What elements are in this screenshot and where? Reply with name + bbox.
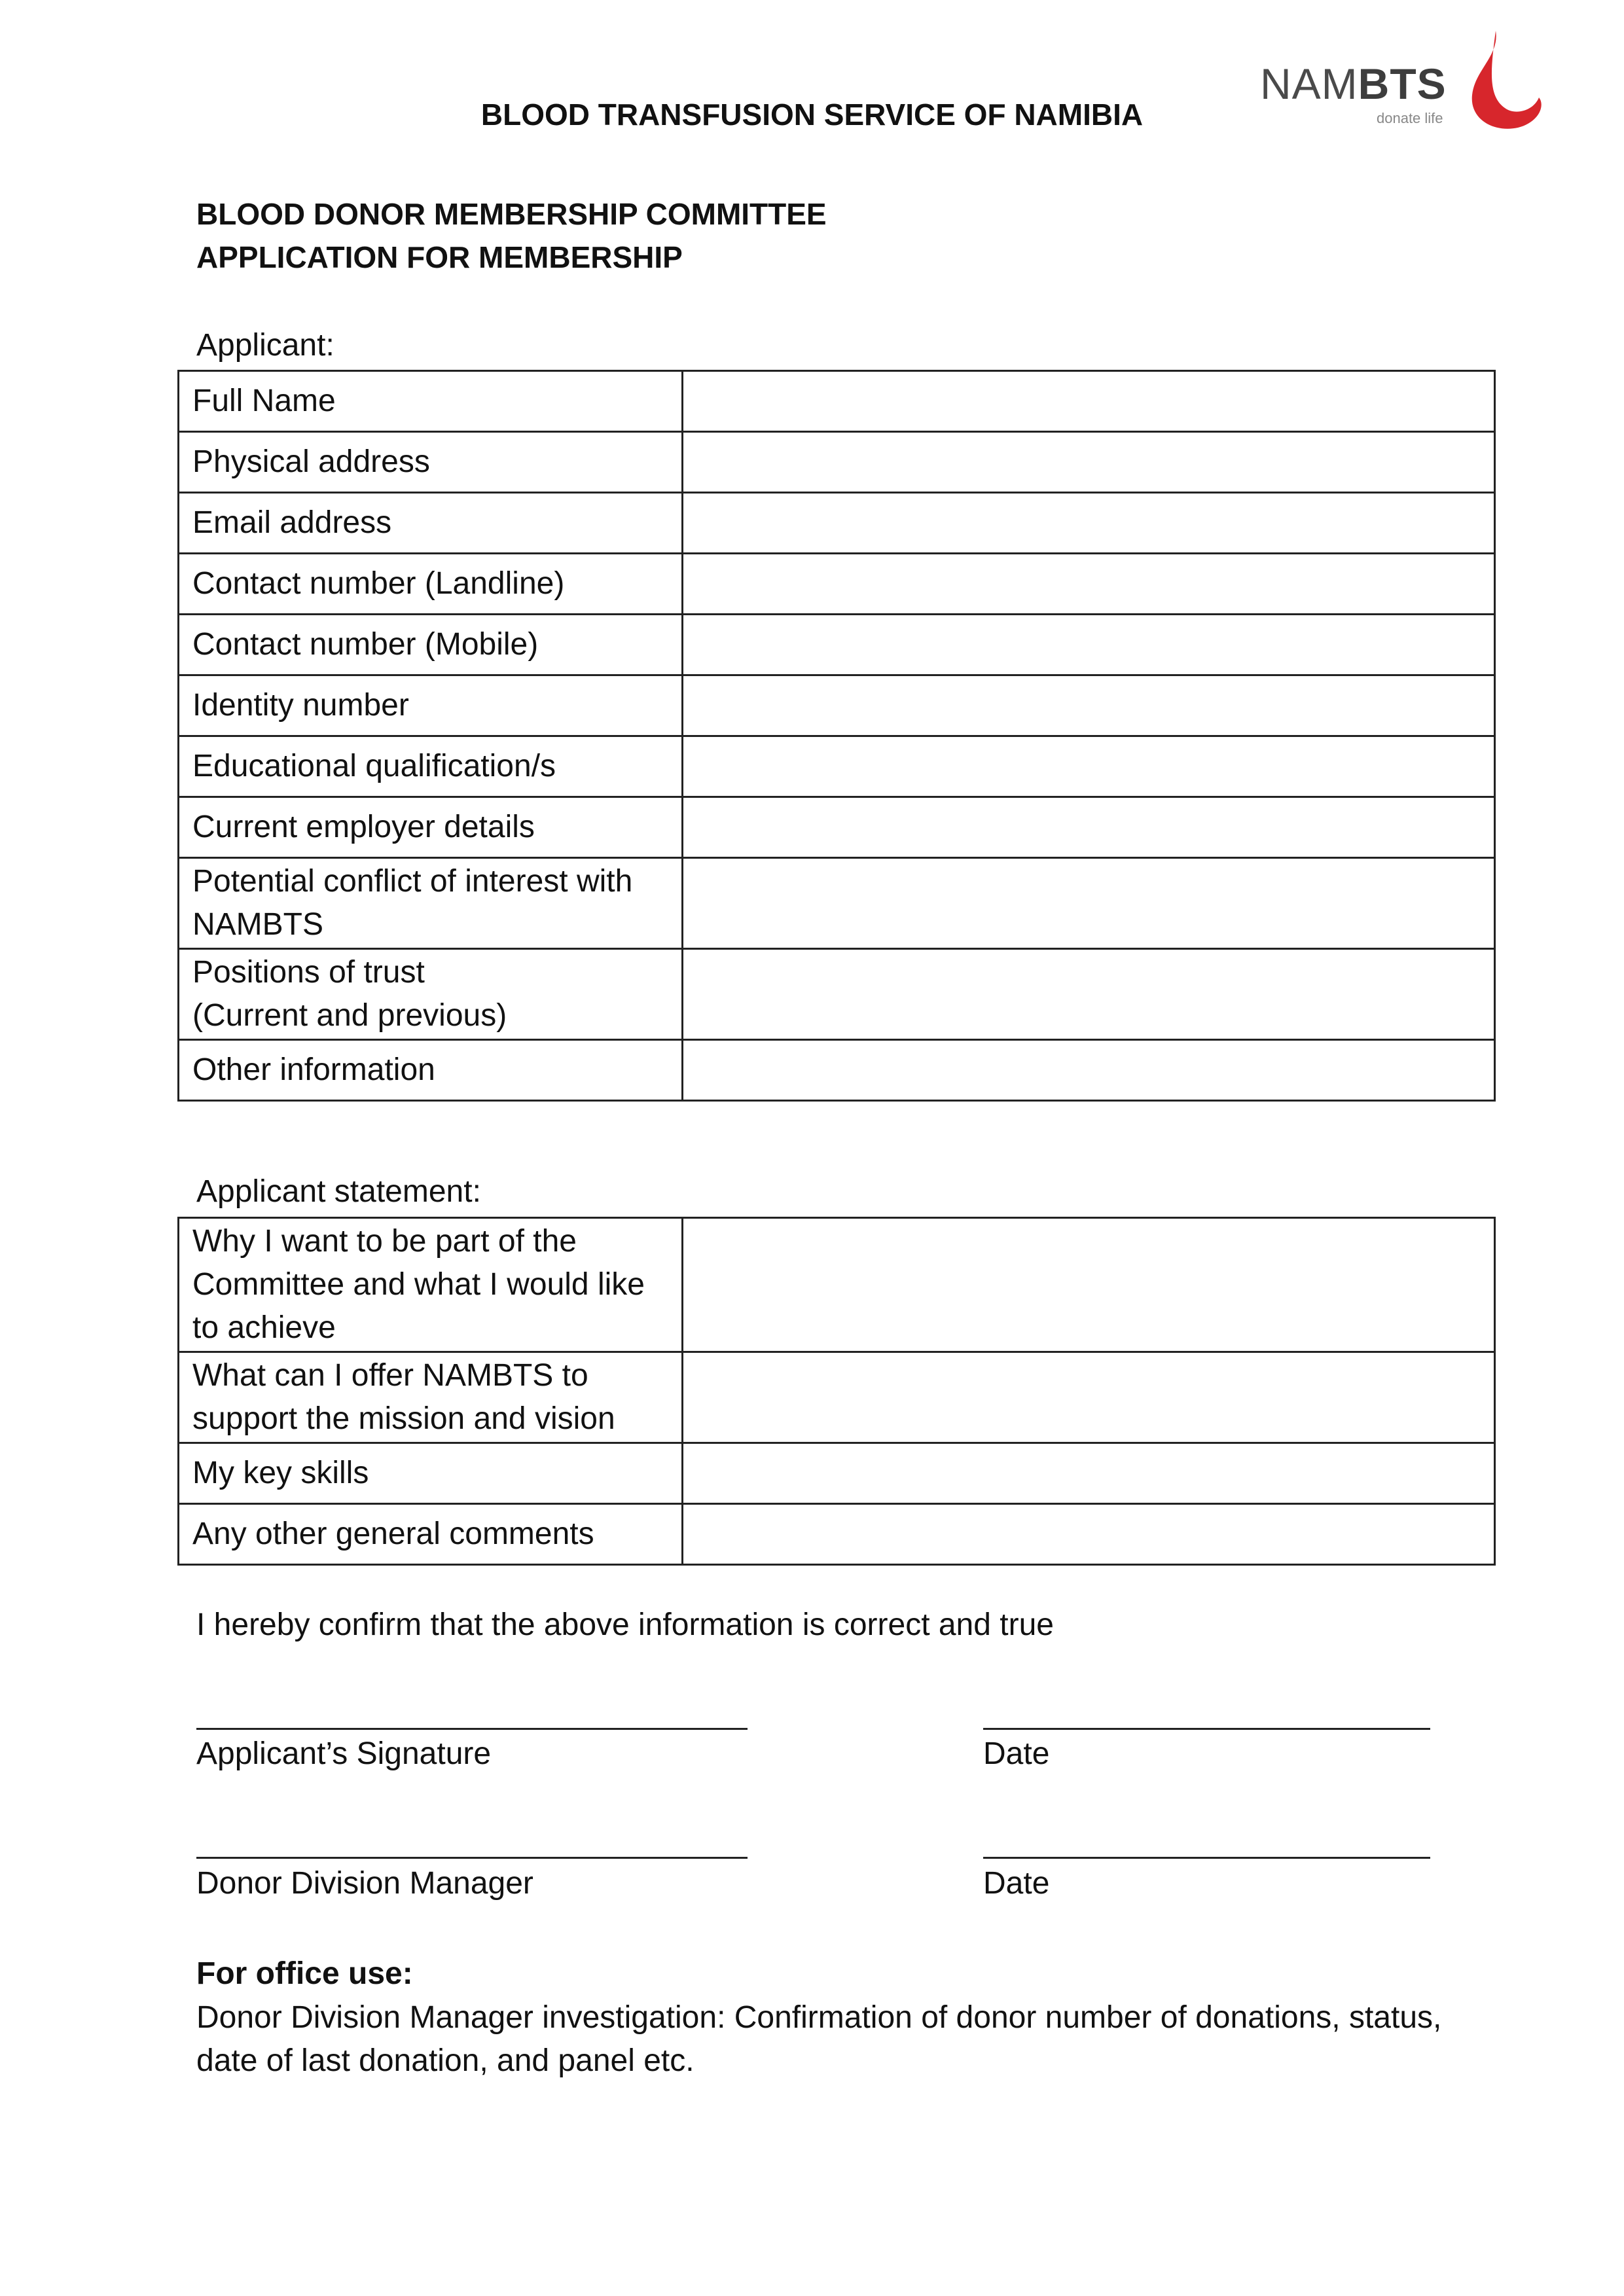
application-heading: APPLICATION FOR MEMBERSHIP [196, 240, 683, 274]
table-row [179, 1040, 1495, 1101]
logo-tagline: donate life [1377, 110, 1443, 126]
what-offer-label: What can I offer NAMBTS to support the mission and vision [179, 1352, 683, 1443]
table-row [179, 1504, 1495, 1565]
physical-address-label: Physical address [179, 432, 683, 493]
conflict-of-interest-label: Potential conflict of interest with NAMBTS [179, 858, 683, 949]
applicant-date-line[interactable] [983, 1728, 1430, 1730]
mobile-label: Contact number (Mobile) [179, 615, 683, 675]
table-row [179, 858, 1495, 949]
general-comments-label: Any other general comments [179, 1504, 683, 1565]
identity-number-field[interactable] [683, 675, 1495, 736]
manager-signature-label: Donor Division Manager [196, 1866, 533, 1901]
positions-of-trust-line1: Positions of trust [192, 955, 425, 990]
committee-heading: BLOOD DONOR MEMBERSHIP COMMITTEE [196, 197, 827, 231]
office-use-text: Donor Division Manager investigation: Confirmation of donor number of donations, status, date of last donation, and panel etc. [196, 2000, 1442, 2078]
manager-date-line[interactable] [983, 1857, 1430, 1859]
email-address-field[interactable] [683, 493, 1495, 554]
table-row [179, 1352, 1495, 1443]
statement-table [177, 1217, 1496, 1566]
positions-of-trust-field[interactable] [683, 949, 1495, 1040]
qualifications-label: Educational qualification/s [179, 736, 683, 797]
landline-label: Contact number (Landline) [179, 554, 683, 615]
email-address-label: Email address [179, 493, 683, 554]
conflict-of-interest-field[interactable] [683, 858, 1495, 949]
applicant-section-label: Applicant: [196, 328, 334, 363]
table-row [179, 1218, 1495, 1352]
positions-of-trust-line2: (Current and previous) [192, 998, 507, 1033]
employer-field[interactable] [683, 797, 1495, 858]
identity-number-label: Identity number [179, 675, 683, 736]
table-row [179, 797, 1495, 858]
full-name-field[interactable] [683, 371, 1495, 432]
other-information-label: Other information [179, 1040, 683, 1101]
employer-label: Current employer details [179, 797, 683, 858]
applicant-signature-label: Applicant’s Signature [196, 1736, 492, 1771]
key-skills-field[interactable] [683, 1443, 1495, 1504]
key-skills-label: My key skills [179, 1443, 683, 1504]
manager-signature-line[interactable] [196, 1857, 748, 1859]
table-row [179, 493, 1495, 554]
other-information-field[interactable] [683, 1040, 1495, 1101]
mobile-field[interactable] [683, 615, 1495, 675]
organization-title: BLOOD TRANSFUSION SERVICE OF NAMIBIA [480, 98, 1144, 132]
why-join-label: Why I want to be part of the Committee and what I would like to achieve [179, 1218, 683, 1352]
table-row [179, 615, 1495, 675]
positions-of-trust-label [179, 949, 683, 1040]
table-row [179, 432, 1495, 493]
table-row [179, 371, 1495, 432]
why-join-field[interactable] [683, 1218, 1495, 1352]
applicant-signature-line[interactable] [196, 1728, 748, 1730]
table-row [179, 675, 1495, 736]
confirmation-statement: I hereby confirm that the above information is correct and true [196, 1607, 1054, 1642]
logo-text-light: NAM [1260, 60, 1358, 108]
office-use-title: For office use: [196, 1956, 413, 1991]
qualifications-field[interactable] [683, 736, 1495, 797]
table-row [179, 736, 1495, 797]
applicant-date-label: Date [983, 1736, 1050, 1771]
what-offer-field[interactable] [683, 1352, 1495, 1443]
applicant-table [177, 370, 1496, 1102]
table-row [179, 554, 1495, 615]
logo-text-bold: BTS [1358, 60, 1447, 108]
table-row [179, 1443, 1495, 1504]
physical-address-field[interactable] [683, 432, 1495, 493]
general-comments-field[interactable] [683, 1504, 1495, 1565]
landline-field[interactable] [683, 554, 1495, 615]
table-row [179, 949, 1495, 1040]
manager-date-label: Date [983, 1866, 1050, 1901]
full-name-label: Full Name [179, 371, 683, 432]
statement-section-label: Applicant statement: [196, 1174, 481, 1209]
